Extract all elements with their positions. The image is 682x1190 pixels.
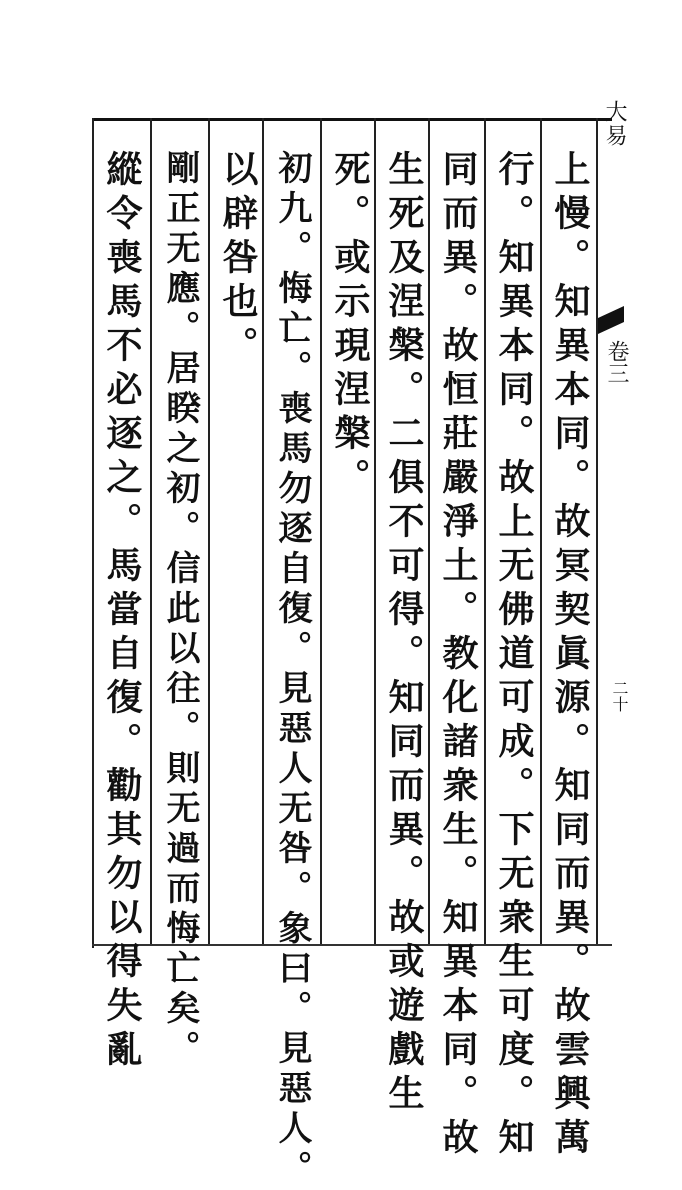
column-rule — [150, 118, 152, 944]
margin-book-title: 大易 — [602, 100, 627, 148]
column-rule — [428, 118, 430, 944]
margin-strip — [598, 110, 628, 950]
margin-page-number: 二十 — [610, 680, 629, 712]
text-column-8: 剛正无應。居睽之初。信此以往。則无過而悔亡矣。 — [160, 150, 200, 1070]
text-column-9: 縱令喪馬不必逐之。馬當自復。勸其勿以得失亂 — [101, 150, 143, 1074]
frame-top-border — [92, 118, 612, 121]
text-column-4: 生死及涅槃。二俱不可得。知同而異。故或遊戲生 — [383, 150, 425, 1118]
text-column-6: 初九。悔亡。喪馬勿逐自復。見惡人无咎。象曰。見惡人。 — [272, 150, 312, 1190]
text-column-2: 行。知異本同。故上无佛道可成。下无衆生可度。知 — [493, 150, 535, 1162]
text-column-3: 同而異。故恒莊嚴淨土。教化諸衆生。知異本同。故 — [437, 150, 479, 1162]
column-rule — [540, 118, 542, 944]
text-column-1: 上慢。知異本同。故冥契眞源。知同而異。故雲興萬 — [549, 150, 591, 1162]
column-rule — [262, 118, 264, 944]
column-rule — [320, 118, 322, 944]
column-rule — [484, 118, 486, 944]
text-column-7: 以辟咎也。 — [217, 150, 259, 370]
column-rule — [208, 118, 210, 944]
column-rule — [374, 118, 376, 944]
text-column-5: 死。或示現涅槃。 — [329, 150, 371, 502]
margin-volume: 卷三 — [604, 340, 629, 384]
frame-left-border — [92, 118, 94, 948]
